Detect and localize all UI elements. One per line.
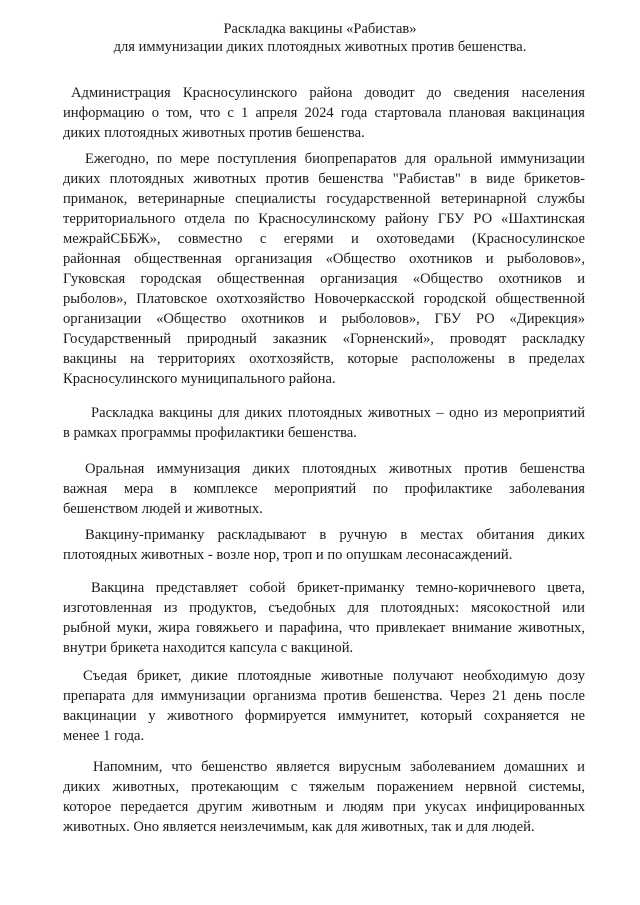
paragraph-line: Администрация Красносулинского района доводит до сведения населения bbox=[71, 85, 585, 101]
paragraph-line: Ежегодно, по мере поступления биопрепаратов для оральной иммунизации bbox=[85, 151, 585, 167]
paragraph-line: рыболов», Платовское охотхозяйство Новочеркасской городской общественной bbox=[63, 291, 585, 307]
paragraph-line: в рамках программы профилактики бешенства. bbox=[63, 425, 357, 441]
paragraph-line: Напомним, что бешенство является вирусным заболеванием домашних и bbox=[93, 759, 585, 775]
paragraph-line: Гуковская городская общественная организация «Общество охотников и bbox=[63, 271, 585, 287]
paragraph-line: Красносулинского муниципального района. bbox=[63, 371, 336, 387]
paragraph-line: плотоядных животных - возле нор, троп и по опушкам лесонасаждений. bbox=[63, 547, 513, 563]
paragraph-line: Оральная иммунизация диких плотоядных животных против бешенства bbox=[85, 461, 585, 477]
paragraph-line: вакцины на территориях охотхозяйств, которые расположены в пределах bbox=[63, 351, 585, 367]
paragraph-line: вакцинации у животного формируется иммунитет, который сохраняется не bbox=[63, 708, 585, 724]
paragraph-vaccination-process bbox=[63, 149, 585, 389]
paragraph-reminder bbox=[63, 757, 585, 837]
paragraph-line: важная мера в комплексе мероприятий по профилактике заболевания bbox=[63, 481, 585, 497]
paragraph-oral-immunization bbox=[63, 459, 585, 519]
paragraph-line: бешенством людей и животных. bbox=[63, 501, 263, 517]
paragraph-line: Съедая брикет, дикие плотоядные животные получают необходимую дозу bbox=[83, 668, 585, 684]
paragraph-line: Вакцину-приманку раскладывают в ручную в местах обитания диких bbox=[85, 527, 585, 543]
paragraph-prophylaxis bbox=[63, 403, 585, 443]
paragraph-line: диких плотоядных животных против бешенства. bbox=[63, 125, 365, 141]
paragraph-line: Вакцина представляет собой брикет-приманку темно-коричневого цвета, bbox=[91, 580, 585, 596]
paragraph-announcement bbox=[63, 83, 585, 143]
paragraph-line: животных. Оно является неизлечимым, как для животных, так и для людей. bbox=[63, 819, 535, 835]
title-line-1: Раскладка вакцины «Рабистав» bbox=[223, 21, 417, 37]
paragraph-line: диких плотоядных животных против бешенства "Рабистав" в виде брикетов- bbox=[63, 171, 585, 187]
paragraph-line: районная общественная организация «Общество охотников и рыболовов», bbox=[63, 251, 585, 267]
paragraph-line: приманок, ветеринарные специалисты государственной ветеринарной службы bbox=[63, 191, 585, 207]
paragraph-line: территориального отдела по Красносулинскому району ГБУ РО «Шахтинская bbox=[63, 211, 585, 227]
paragraph-line: организации «Общество охотников и рыболовов», ГБУ РО «Дирекция» bbox=[63, 311, 585, 327]
paragraph-vaccine-description bbox=[63, 578, 585, 658]
paragraph-line: Раскладка вакцины для диких плотоядных животных – одно из мероприятий bbox=[91, 405, 585, 421]
paragraph-line: менее 1 года. bbox=[63, 728, 145, 744]
paragraph-line: изготовленная из продуктов, съедобных для плотоядных: мясокостной или bbox=[63, 600, 585, 616]
paragraph-line: межрайСББЖ», совместно с егерями и охотоведами (Красносулинское bbox=[63, 231, 585, 247]
paragraph-line: информацию о том, что с 1 апреля 2024 года стартовала плановая вакцинация bbox=[63, 105, 585, 121]
paragraph-immunity bbox=[63, 666, 585, 746]
document-title bbox=[0, 20, 640, 56]
paragraph-line: препарата для иммунизации организма против бешенства. Через 21 день после bbox=[63, 688, 585, 704]
paragraph-bait-placement bbox=[63, 525, 585, 565]
paragraph-line: внутри брикета находится капсула с вакциной. bbox=[63, 640, 354, 656]
title-line-2: для иммунизации диких плотоядных животных против бешенства. bbox=[113, 39, 527, 55]
paragraph-line: диких животных, протекающим с тяжелым поражением нервной системы, bbox=[63, 779, 585, 795]
paragraph-line: Государственный природный заказник «Горненский», проводят раскладку bbox=[63, 331, 585, 347]
paragraph-line: которое передается другим животным и людям при укусах инфицированных bbox=[63, 799, 585, 815]
paragraph-line: рыбной муки, жира говяжьего и парафина, что привлекает внимание животных, bbox=[63, 620, 585, 636]
